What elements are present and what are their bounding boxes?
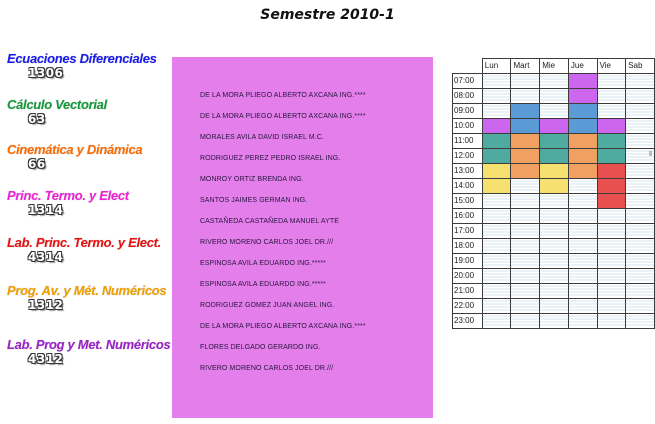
schedule-cell [540,178,569,193]
time-label: 19:00 [453,253,483,268]
course-name: Princ. Termo. y Elect [7,188,129,203]
course-name: Lab. Prog y Met. Numéricos [7,337,171,352]
schedule-cell [511,148,540,163]
schedule-cell [482,253,511,268]
schedule-cell [511,208,540,223]
schedule-cell [540,118,569,133]
schedule-cell [597,208,626,223]
schedule-cell [482,103,511,118]
time-label: 08:00 [453,88,483,103]
schedule-cell [626,298,655,313]
schedule-cell [597,163,626,178]
professor-name: MORALES AVILA DAVID ISRAEL M.C. [200,134,324,141]
time-label: 11:00 [453,133,483,148]
schedule-header-row [453,59,655,74]
schedule-cell [540,208,569,223]
professor-name: RODRIGUEZ GOMEZ JUAN ANGEL ING. [200,302,335,309]
schedule-cell [511,223,540,238]
professor-name: CASTAÑEDA CASTAÑEDA MANUEL AYTE [200,218,339,225]
schedule-cell [626,208,655,223]
course-code: 1312 [28,298,64,312]
professor-name: SANTOS JAIMES GERMAN ING. [200,197,308,204]
schedule-row [453,163,655,178]
schedule-cell [540,73,569,88]
course-code: 4314 [28,250,64,264]
schedule-cell [482,88,511,103]
schedule-cell [511,193,540,208]
professor-name: DE LA MORA PLIEGO ALBERTO AXCANA ING.**** [200,92,366,99]
professor-name: RIVERO MORENO CARLOS JOEL DR./// [200,365,334,372]
schedule-cell [511,118,540,133]
schedule-cell [626,283,655,298]
schedule-cell [482,223,511,238]
schedule-cell [626,313,655,328]
schedule-cell [626,268,655,283]
time-label: 21:00 [453,283,483,298]
schedule-cell [597,283,626,298]
course-code: 63 [28,112,46,126]
professor-panel [172,57,433,418]
schedule-cell [626,193,655,208]
professor-name: DE LA MORA PLIEGO ALBERTO AXCANA ING.**** [200,113,366,120]
schedule-row [453,193,655,208]
schedule-cell [597,178,626,193]
time-label: 15:00 [453,193,483,208]
schedule-cell [626,223,655,238]
schedule-cell [540,253,569,268]
schedule-row [453,253,655,268]
schedule-row [453,148,655,163]
day-header: Vie [597,59,626,74]
professor-name: ESPINOSA AVILA EDUARDO ING.***** [200,281,327,288]
professor-name: RODRIGUEZ PEREZ PEDRO ISRAEL ING. [200,155,341,162]
time-label: 17:00 [453,223,483,238]
schedule-cell [511,73,540,88]
schedule-cell [597,298,626,313]
schedule-cell [540,298,569,313]
time-label: 14:00 [453,178,483,193]
course-item [7,142,142,171]
page-title: Semestre 2010-1 [260,7,395,23]
time-label: 10:00 [453,118,483,133]
schedule-cell [568,163,597,178]
course-name: Prog. Av. y Mét. Numéricos [7,283,167,298]
schedule-cell [482,163,511,178]
schedule-cell [626,73,655,88]
schedule-cell [568,133,597,148]
course-name: Cinemática y Dinámica [7,142,143,157]
schedule-row [453,283,655,298]
schedule-cell [540,148,569,163]
schedule-cell [597,238,626,253]
schedule-cell [511,163,540,178]
course-item [7,235,161,264]
schedule-row [453,223,655,238]
course-item [7,97,107,126]
course-code: 66 [28,157,46,171]
schedule-cell [568,238,597,253]
schedule-cell [626,178,655,193]
schedule-cell [540,283,569,298]
schedule-cell [511,133,540,148]
day-header: Jue [568,59,597,74]
day-header: Lun [482,59,511,74]
course-name: Ecuaciones Diferenciales [7,51,157,66]
schedule-cell [568,88,597,103]
schedule-cell [540,313,569,328]
schedule-cell [482,283,511,298]
schedule-cell [540,223,569,238]
schedule-cell [482,133,511,148]
scroll-marker [649,151,652,156]
schedule-cell [511,88,540,103]
day-header: Sab [626,59,655,74]
schedule-cell [511,313,540,328]
time-label: 23:00 [453,313,483,328]
schedule-row [453,313,655,328]
schedule-cell [568,178,597,193]
schedule-cell [511,253,540,268]
schedule-cell [568,298,597,313]
schedule-cell [597,223,626,238]
professor-name: RIVERO MORENO CARLOS JOEL DR./// [200,239,334,246]
professor-name: FLORES DELGADO GERARDO ING. [200,344,321,351]
time-label: 16:00 [453,208,483,223]
schedule-cell [597,73,626,88]
schedule-row [453,88,655,103]
course-name: Cálculo Vectorial [7,97,107,112]
schedule-cell [568,208,597,223]
schedule-corner [453,59,483,74]
schedule-cell [568,283,597,298]
schedule-cell [597,148,626,163]
schedule-cell [626,103,655,118]
day-header: Mie [540,59,569,74]
schedule-cell [482,118,511,133]
schedule-row [453,208,655,223]
schedule-cell [626,133,655,148]
schedule-cell [597,253,626,268]
schedule-cell [482,73,511,88]
professor-name: ESPINOSA AVILA EDUARDO ING.***** [200,260,327,267]
schedule-row [453,73,655,88]
schedule-row [453,133,655,148]
schedule-row [453,118,655,133]
schedule-cell [540,88,569,103]
schedule-cell [511,268,540,283]
course-name: Lab. Princ. Termo. y Elect. [7,235,161,250]
schedule-cell [482,238,511,253]
schedule-cell [597,313,626,328]
schedule-cell [482,148,511,163]
time-label: 22:00 [453,298,483,313]
course-code: 1306 [28,66,64,80]
schedule-cell [540,133,569,148]
schedule-cell [568,268,597,283]
schedule-cell [511,283,540,298]
schedule-cell [626,253,655,268]
time-label: 18:00 [453,238,483,253]
schedule-cell [568,103,597,118]
schedule-row [453,103,655,118]
schedule-cell [511,103,540,118]
schedule-cell [597,268,626,283]
time-label: 09:00 [453,103,483,118]
time-label: 12:00 [453,148,483,163]
schedule-cell [540,268,569,283]
schedule-row [453,178,655,193]
schedule-cell [626,238,655,253]
course-item [7,188,129,217]
course-item [7,337,170,366]
schedule-cell [482,313,511,328]
time-label: 13:00 [453,163,483,178]
day-header: Mart [511,59,540,74]
schedule-cell [597,193,626,208]
professor-name: MONROY ORTIZ BRENDA ING. [200,176,304,183]
schedule-cell [626,88,655,103]
course-item [7,51,157,80]
course-code: 1314 [28,203,64,217]
schedule-cell [597,88,626,103]
schedule-table [452,58,655,329]
schedule-cell [540,163,569,178]
schedule-cell [540,103,569,118]
schedule-cell [568,223,597,238]
schedule-row [453,298,655,313]
schedule-row [453,268,655,283]
schedule-cell [482,193,511,208]
schedule-cell [626,118,655,133]
schedule-row [453,238,655,253]
professor-name: DE LA MORA PLIEGO ALBERTO AXCANA ING.**** [200,323,366,330]
time-label: 20:00 [453,268,483,283]
schedule-cell [511,238,540,253]
schedule-cell [597,133,626,148]
schedule-cell [540,193,569,208]
schedule-cell [482,268,511,283]
schedule-cell [626,163,655,178]
schedule-cell [482,208,511,223]
time-label: 07:00 [453,73,483,88]
schedule-cell [511,178,540,193]
schedule-cell [568,193,597,208]
schedule-cell [568,253,597,268]
schedule-cell [568,118,597,133]
schedule-cell [482,178,511,193]
schedule-cell [568,313,597,328]
schedule-cell [597,118,626,133]
schedule-cell [511,298,540,313]
course-code: 4312 [28,352,64,366]
course-item [7,283,166,312]
schedule-cell [568,73,597,88]
schedule-cell [482,298,511,313]
schedule-cell [597,103,626,118]
schedule-cell [568,148,597,163]
schedule-cell [540,238,569,253]
